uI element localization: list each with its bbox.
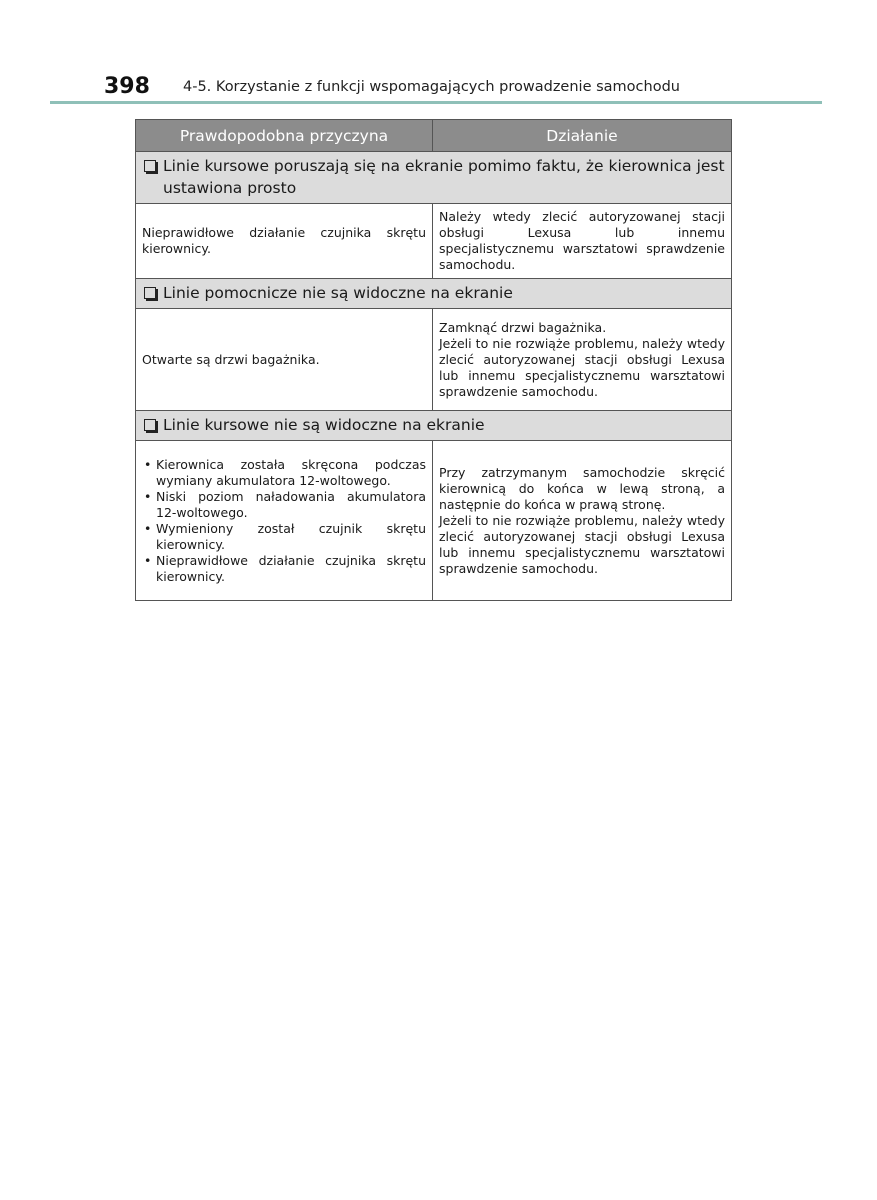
- group-title: Linie kursowe nie są widoczne na ekranie: [163, 416, 485, 434]
- page-number: 398: [104, 74, 150, 99]
- group-heading-row: [136, 411, 732, 441]
- group-heading-row: [136, 152, 732, 204]
- action-line: Jeżeli to nie rozwiąże problemu, należy wtedy zlecić autoryzowanej stacji obsługi Lexusa lub innemu specjalistycznemu warsztatowi sprawdzenie samochodu.: [439, 512, 725, 576]
- list-item: • Niski poziom naładowania akumulatora 12-woltowego.: [142, 489, 426, 521]
- action-line: Przy zatrzymanym samochodzie skręcić kierownicą do końca w lewą stroną, a następnie do końca w prawą stronę.: [439, 464, 725, 512]
- group-title: Linie pomocnicze nie są widoczne na ekranie: [163, 284, 513, 302]
- group-title: Linie kursowe poruszają się na ekranie pomimo faktu, że kierownica jest ustawiona prosto: [163, 157, 725, 197]
- checkbox-bullet-icon: [144, 419, 156, 431]
- section-title: 4-5. Korzystanie z funkcji wspomagających prowadzenie samochodu: [183, 79, 680, 95]
- page-header: [0, 0, 877, 110]
- group-heading: [136, 411, 732, 441]
- table-row: [136, 309, 732, 411]
- column-header-cause: Prawdopodobna przyczyna: [136, 120, 433, 152]
- table-header-row: [136, 120, 732, 152]
- column-header-action: Działanie: [433, 120, 732, 152]
- action-cell: [433, 441, 732, 601]
- list-item: • Kierownica została skręcona podczas wymiany akumulatora 12-woltowego.: [142, 457, 426, 489]
- cause-cell: [136, 441, 433, 601]
- checkbox-bullet-icon: [144, 287, 156, 299]
- list-item: • Nieprawidłowe działanie czujnika skrętu kierownicy.: [142, 553, 426, 585]
- cause-cell: Otwarte są drzwi bagażnika.: [136, 309, 433, 411]
- header-divider: [50, 101, 822, 104]
- group-heading-row: [136, 279, 732, 309]
- troubleshooting-table: [135, 119, 732, 601]
- table-row: [136, 441, 732, 601]
- action-line: Jeżeli to nie rozwiąże problemu, należy wtedy zlecić autoryzowanej stacji obsługi Lexusa lub innemu specjalistycznemu warsztatowi sprawdzenie samochodu.: [439, 335, 725, 399]
- list-item: • Wymieniony został czujnik skrętu kierownicy.: [142, 521, 426, 553]
- group-heading: [136, 152, 732, 204]
- cause-cell: Nieprawidłowe działanie czujnika skrętu kierownicy.: [136, 204, 433, 279]
- action-line: Zamknąć drzwi bagażnika.: [439, 319, 607, 335]
- checkbox-bullet-icon: [144, 160, 156, 172]
- action-cell: [433, 309, 732, 411]
- action-cell: Należy wtedy zlecić autoryzowanej stacji obsługi Lexusa lub innemu specjalistycznemu warsztatowi sprawdzenie samochodu.: [433, 204, 732, 279]
- group-heading: [136, 279, 732, 309]
- cause-list: [142, 457, 426, 585]
- table-row: [136, 204, 732, 279]
